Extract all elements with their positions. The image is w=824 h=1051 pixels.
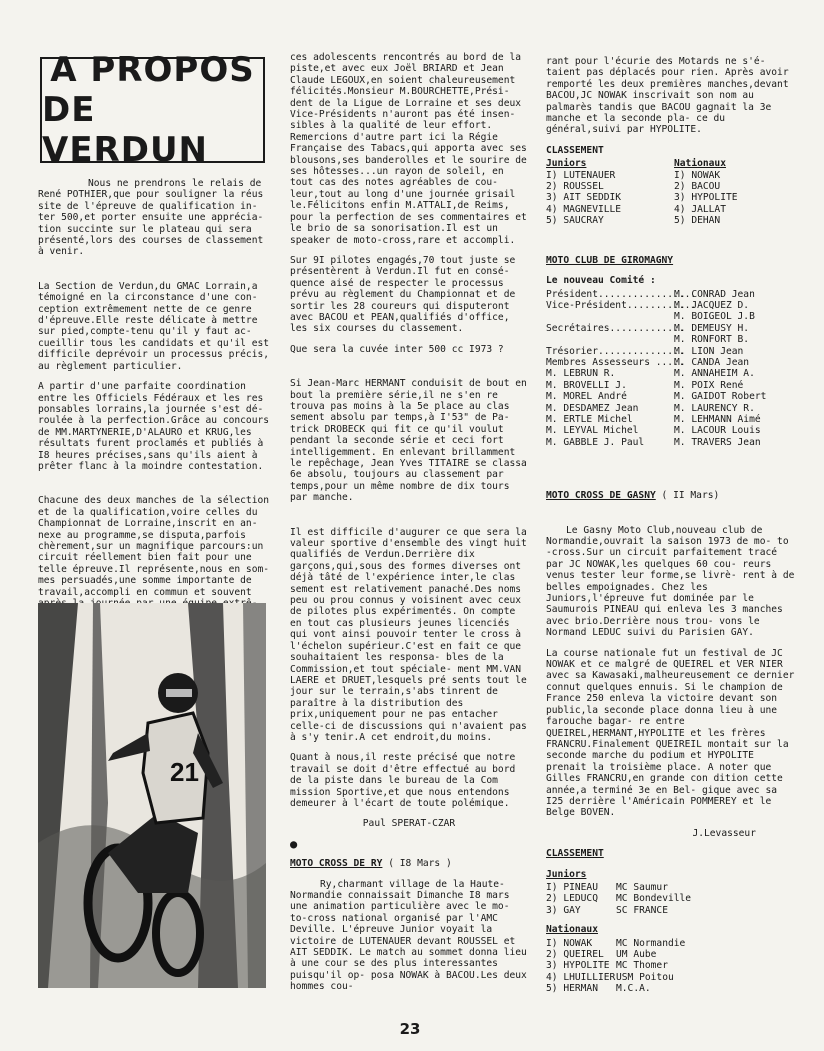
- page-number: 23: [399, 1020, 421, 1038]
- col2-paragraph-1: ces adolescents rencontrés au bord de la piste,et avec eux Joël BRIARD et Jean Claude LEGOUX,en soient chaleureusement félicités.Monsieur M.BOURCHETTE,Prési- dent de la Ligue de Lorraine et ses deux Vice-Présidents n'auront pas été insen- sibles à la qualité de leur effort. Remercions d'autre part ici la Régie Française des Tabacs,qui apporta avec ses blousons,ses banderolles et le sourire de ses hôtesses...un rayon de soleil, en tout cas des notes agréables de cou- leur,tout au long d'une journée grisail le.Félicitons enfin M.ATTALI,de Reims, pour la perfection de ses commentaires et le brio de sa sonorisation.Il est un speaker de moto-cross,rare et accompli.: [290, 52, 527, 246]
- gasny-paragraph-2: La course nationale fut un festival de JC NOWAK et ce malgré de QUEIREL et VER NIER avec sa Kawasaki,malheureusement ce dernier connut quelques ennuis. Si le champion de France 250 enleva la victoire devant son public,la seconde place donna lieu à une farouche bagar- re entre QUEIREL,HERMANT,HYPOLITE et les frères FRANCRU.Finalement QUEIREIL montait sur la seconde marche du podium et HYPOLITE prenait la troisième place. A noter que Gilles FRANCRU,en grande con dition cette année,a terminé 3e en Bel- gique avec sa I25 derrière l'Américain POMMEREY et le Belge BOVEN.: [546, 647, 795, 819]
- ry-junior-4: 4) MAGNEVILLE: [546, 203, 622, 215]
- comite-member: M. LION Jean: [674, 345, 744, 357]
- column-3: [546, 56, 796, 995]
- comite-member: M. CONRAD Jean: [674, 288, 755, 300]
- comite-member: M. DESDAMEZ Jean: [546, 402, 639, 414]
- ry-classement-table: [546, 158, 796, 226]
- rider-image: [38, 603, 266, 988]
- comite-member: M. LACOUR Louis: [674, 425, 761, 437]
- column-1: [38, 178, 270, 630]
- comite-role: Membres Assesseurs .....: [546, 356, 685, 368]
- ry-heading-title: MOTO CROSS DE RY: [290, 858, 383, 870]
- gasny-junior-name: 3) GAY: [546, 904, 581, 916]
- comite-member: M. RONFORT B.: [674, 334, 750, 346]
- gasny-national-club: MC Thomer: [616, 960, 668, 972]
- gasny-signature: J.Levasseur: [692, 827, 756, 839]
- column-2: [290, 52, 528, 1002]
- ry-classement-label: CLASSEMENT: [546, 144, 604, 156]
- ry-national-5: 5) DEHAN: [674, 215, 721, 227]
- col3-paragraph-1: rant pour l'écurie des Motards ne s'é- taient pas déplacés pour rien. Après avoir remporté les deux premières manches,devant BACOU,JC NOWAK inscrivait son nom au palmarès tandis que BACOU gagnait la 3e manche et la seconde pla- ce du général,suivi par HYPOLITE.: [546, 56, 789, 136]
- comite-member: M. TRAVERS Jean: [674, 436, 761, 448]
- ry-nationaux-label: Nationaux: [674, 158, 726, 170]
- comite-role: [546, 311, 674, 322]
- gasny-junior-name: I) PINEAU: [546, 881, 598, 893]
- gasny-nationaux-label: Nationaux: [546, 924, 598, 936]
- gasny-national-name: 2) QUEIREL: [546, 949, 604, 960]
- col1-paragraph-2: La Section de Verdun,du GMAC Lorrain,a témoigné en la circonstance d'une con- ception extrêmement nette de ce genre d'épreuve.Elle reste délicate à mettre sur pied,compte-tenu qu'il y faut ac- cueillir tous les candidats et qu'il est difficile deprévoir un processus précis, au règlement particulier.: [38, 280, 270, 372]
- ry-national-2: 2) BACOU: [674, 181, 721, 193]
- title-line-1: A PROPOS: [50, 50, 255, 90]
- comite-member: M. LAURENCY R.: [674, 402, 755, 414]
- ry-junior-5: 5) SAUCRAY: [546, 215, 604, 227]
- gasny-juniors-label: Juniors: [546, 868, 587, 880]
- ry-national-3: 3) HYPOLITE: [674, 192, 738, 204]
- gasny-national-club: USM Poitou: [616, 971, 674, 983]
- ry-national-4: 4) JALLAT: [674, 203, 726, 215]
- comite-role: Président.................: [546, 288, 697, 300]
- article-title: [40, 50, 265, 170]
- col2-question: Que sera la cuvée inter 500 cc I973 ?: [290, 343, 504, 355]
- comite-member: M. POIX René: [674, 379, 744, 391]
- comite-role: Secrétaires.............: [546, 322, 685, 334]
- comite-member: M. ERTLE Michel: [546, 413, 633, 425]
- gasny-junior-club: SC FRANCE: [616, 904, 668, 916]
- giromagny-heading: MOTO CLUB DE GIROMAGNY: [546, 254, 674, 266]
- title-line-2: DE VERDUN: [42, 90, 209, 170]
- comite-member: M. LEHMANN Aimé: [674, 413, 761, 425]
- comite-member: M. GABBLE J. Paul: [546, 436, 645, 448]
- gasny-junior-name: 2) LEDUCQ: [546, 893, 598, 905]
- ry-juniors-label: Juniors: [546, 158, 587, 170]
- comite-role: [546, 334, 674, 345]
- gasny-national-name: 5) HERMAN: [546, 983, 598, 995]
- ry-junior-2: 2) ROUSSEL: [546, 181, 604, 193]
- gasny-national-club: M.C.A.: [616, 983, 651, 995]
- ry-paragraph-1: Ry,charmant village de la Haute- Normandie connaissait Dimanche I8 mars une animation particulière avec le mo- to-cross national organisé par l'AMC Deville. L'épreuve Junior voyait la victoire de LUTENAUER devant ROUSSEL et AIT SEDDIK. Le match au sommet donna lieu à une cour se des plus interessantes puisqu'il op- posa NOWAK à BACOU.Les deux hommes cou-: [290, 878, 527, 993]
- comite-member: M. ANNAHEIM A.: [674, 368, 755, 380]
- comite-member: M. MOREL André: [546, 391, 627, 403]
- comite-member: M. LEBRUN R.: [546, 368, 616, 380]
- gasny-heading: [546, 490, 796, 501]
- col1-paragraph-3: A partir d'une parfaite coordination entre les Officiels Fédéraux et les res ponsables lorrains,la journée s'est dé- roulée à la perfection.Grâce au concours de MM.MARTYNERIE,D'ALAURO et KRUG,les résultats furent proclamés et publiés à I8 heures précises,sans qu'ils aient à prêter flanc à la moindre contestation.: [38, 381, 270, 472]
- comite-member: M. JACQUEZ D.: [674, 299, 750, 311]
- ry-heading: [290, 858, 528, 869]
- ry-heading-date: ( I8 Mars ): [388, 858, 452, 870]
- separator-bullet: ●: [290, 836, 298, 851]
- ry-junior-1: I) LUTENAUER: [546, 169, 616, 181]
- comite-member: M. LEYVAL Michel: [546, 425, 639, 437]
- author-signature: Paul SPERAT-CZAR: [362, 818, 456, 830]
- ry-national-1: I) NOWAK: [674, 169, 721, 181]
- gasny-juniors-table: [546, 882, 796, 916]
- rider-number: 21: [170, 757, 199, 787]
- gasny-junior-club: MC Saumur: [616, 881, 668, 893]
- gasny-nationaux-table: [546, 938, 796, 995]
- comite-label: Le nouveau Comité :: [546, 275, 656, 287]
- gasny-national-name: I) NOWAK: [546, 937, 593, 949]
- gasny-paragraph-1: Le Gasny Moto Club,nouveau club de Normandie,ouvrait la saison 1973 de mo- to -cross.Sur un circuit parfaitement tracé par JC NOWAK,les quelques 60 cou- reurs venus tester leur forme,se livrè- rent à de belles empoignades. Chez les Juniors,l'épreuve fut dominée par le Saumurois PINEAU qui enleva les 3 manches avec brio.Derrière nous trou- vons le Normand LEDUC suivi du Parisien GAY.: [546, 524, 795, 639]
- col1-paragraph-4: Chacune des deux manches de la sélection et de la qualification,voire celles du Championnat de Lorraine,inscrit en an- nexe au programme,se disputa,parfois chèrement,sur un magnifique parcours:un circuit réellement bien fait pour une telle épreuve.Il représente,nous en som- mes persuadés,une somme importante de travail,accompli en commun et souvent: [38, 495, 270, 598]
- comite-member: M. GAIDOT Robert: [674, 391, 767, 403]
- ry-junior-3: 3) AIT SEDDIK: [546, 192, 622, 204]
- comite-list: [546, 289, 796, 449]
- comite-member: M. BOIGEOL J.B: [674, 311, 755, 323]
- col2-paragraph-6: Quant à nous,il reste précisé que notre travail se doit d'être effectué au bord de la piste dans le bureau de la Com mission Sportive,et que nous entendons demeurer à l'écart de toute polémique.: [290, 752, 516, 809]
- comite-member: M. BROVELLI J.: [546, 379, 627, 391]
- motocross-photo: [38, 603, 266, 988]
- col2-paragraph-2: Sur 9I pilotes engagés,70 tout juste se présentèrent à Verdun.Il fut en consé- quence aisé de respecter le processus prévu au règlement du Championnat et de sortir les 28 coureurs qui disputeront avec BACOU et PEAN,qualifiés d'office, les six courses du classement.: [290, 254, 516, 335]
- gasny-junior-club: MC Bondeville: [616, 893, 692, 905]
- comite-member: M. CANDA Jean: [674, 356, 750, 368]
- gasny-national-club: UM Aube: [616, 949, 657, 960]
- comite-member: M. DEMEUSY H.: [674, 322, 750, 334]
- comite-role: Trésorier...............: [546, 345, 685, 357]
- gasny-heading-title: MOTO CROSS DE GASNY: [546, 490, 656, 502]
- col1-paragraph-1: Nous ne prendrons le relais de René POTHIER,que pour souligner la réus site de l'épreuve de qualification in- ter 500,et porter ensuite une apprécia- tion succinte sur le plateau qui sera présenté,lors des courses de classement à venir.: [38, 178, 264, 258]
- gasny-national-club: MC Normandie: [616, 937, 686, 949]
- gasny-national-name: 4) LHUILLIER: [546, 971, 616, 983]
- comite-role: Vice-Président............: [546, 299, 697, 311]
- col2-paragraph-4: Si Jean-Marc HERMANT conduisit de bout en bout la première série,il ne s'en re trouva pas moins à la 5e place au clas sement absolu par temps,à I'53" de Pa- trick DROBECK qui fit ce qu'il voulut pendant la seconde série et ceci fort intelligemment. En enlevant brillamment le repêchage, Jean Yves TITAIRE se classa 6e absolu, toujours au classement par temps,pour un même nombre de dix tours par manche.: [290, 378, 527, 504]
- gasny-classement-label: CLASSEMENT: [546, 848, 604, 860]
- gasny-national-name: 3) HYPOLITE: [546, 960, 610, 972]
- col2-paragraph-5: Il est difficile d'augurer ce que sera la valeur sportive d'ensemble des vingt huit qualifiés de Verdun.Derrière dix garçons,qui,sous des formes diverses ont déjà tâté de l'expérience inter,le clas sement est relativement panaché.Des noms peu ou prou connus y voisinent avec ceux de pilotes plus expérimentés. On compte en tout cas plusieurs jeunes licenciés qui vont ainsi pouvoir tenter le cross à l'échelon supérieur.C'est en fait ce que souhaitaient les responsa- bles de la Commission,et tout spéciale- ment MM.VAN LAERE et DRUET,lesquels pré sents tout le jour sur le terrain,s'abs tinrent de paraître à la distribution des prix,uniquement pour ne pas entacher celle-ci de discussions qui n'avaient pas à s'y tenir.A cet endroit,du moins.: [290, 526, 527, 743]
- gasny-heading-date: ( II Mars): [661, 490, 720, 502]
